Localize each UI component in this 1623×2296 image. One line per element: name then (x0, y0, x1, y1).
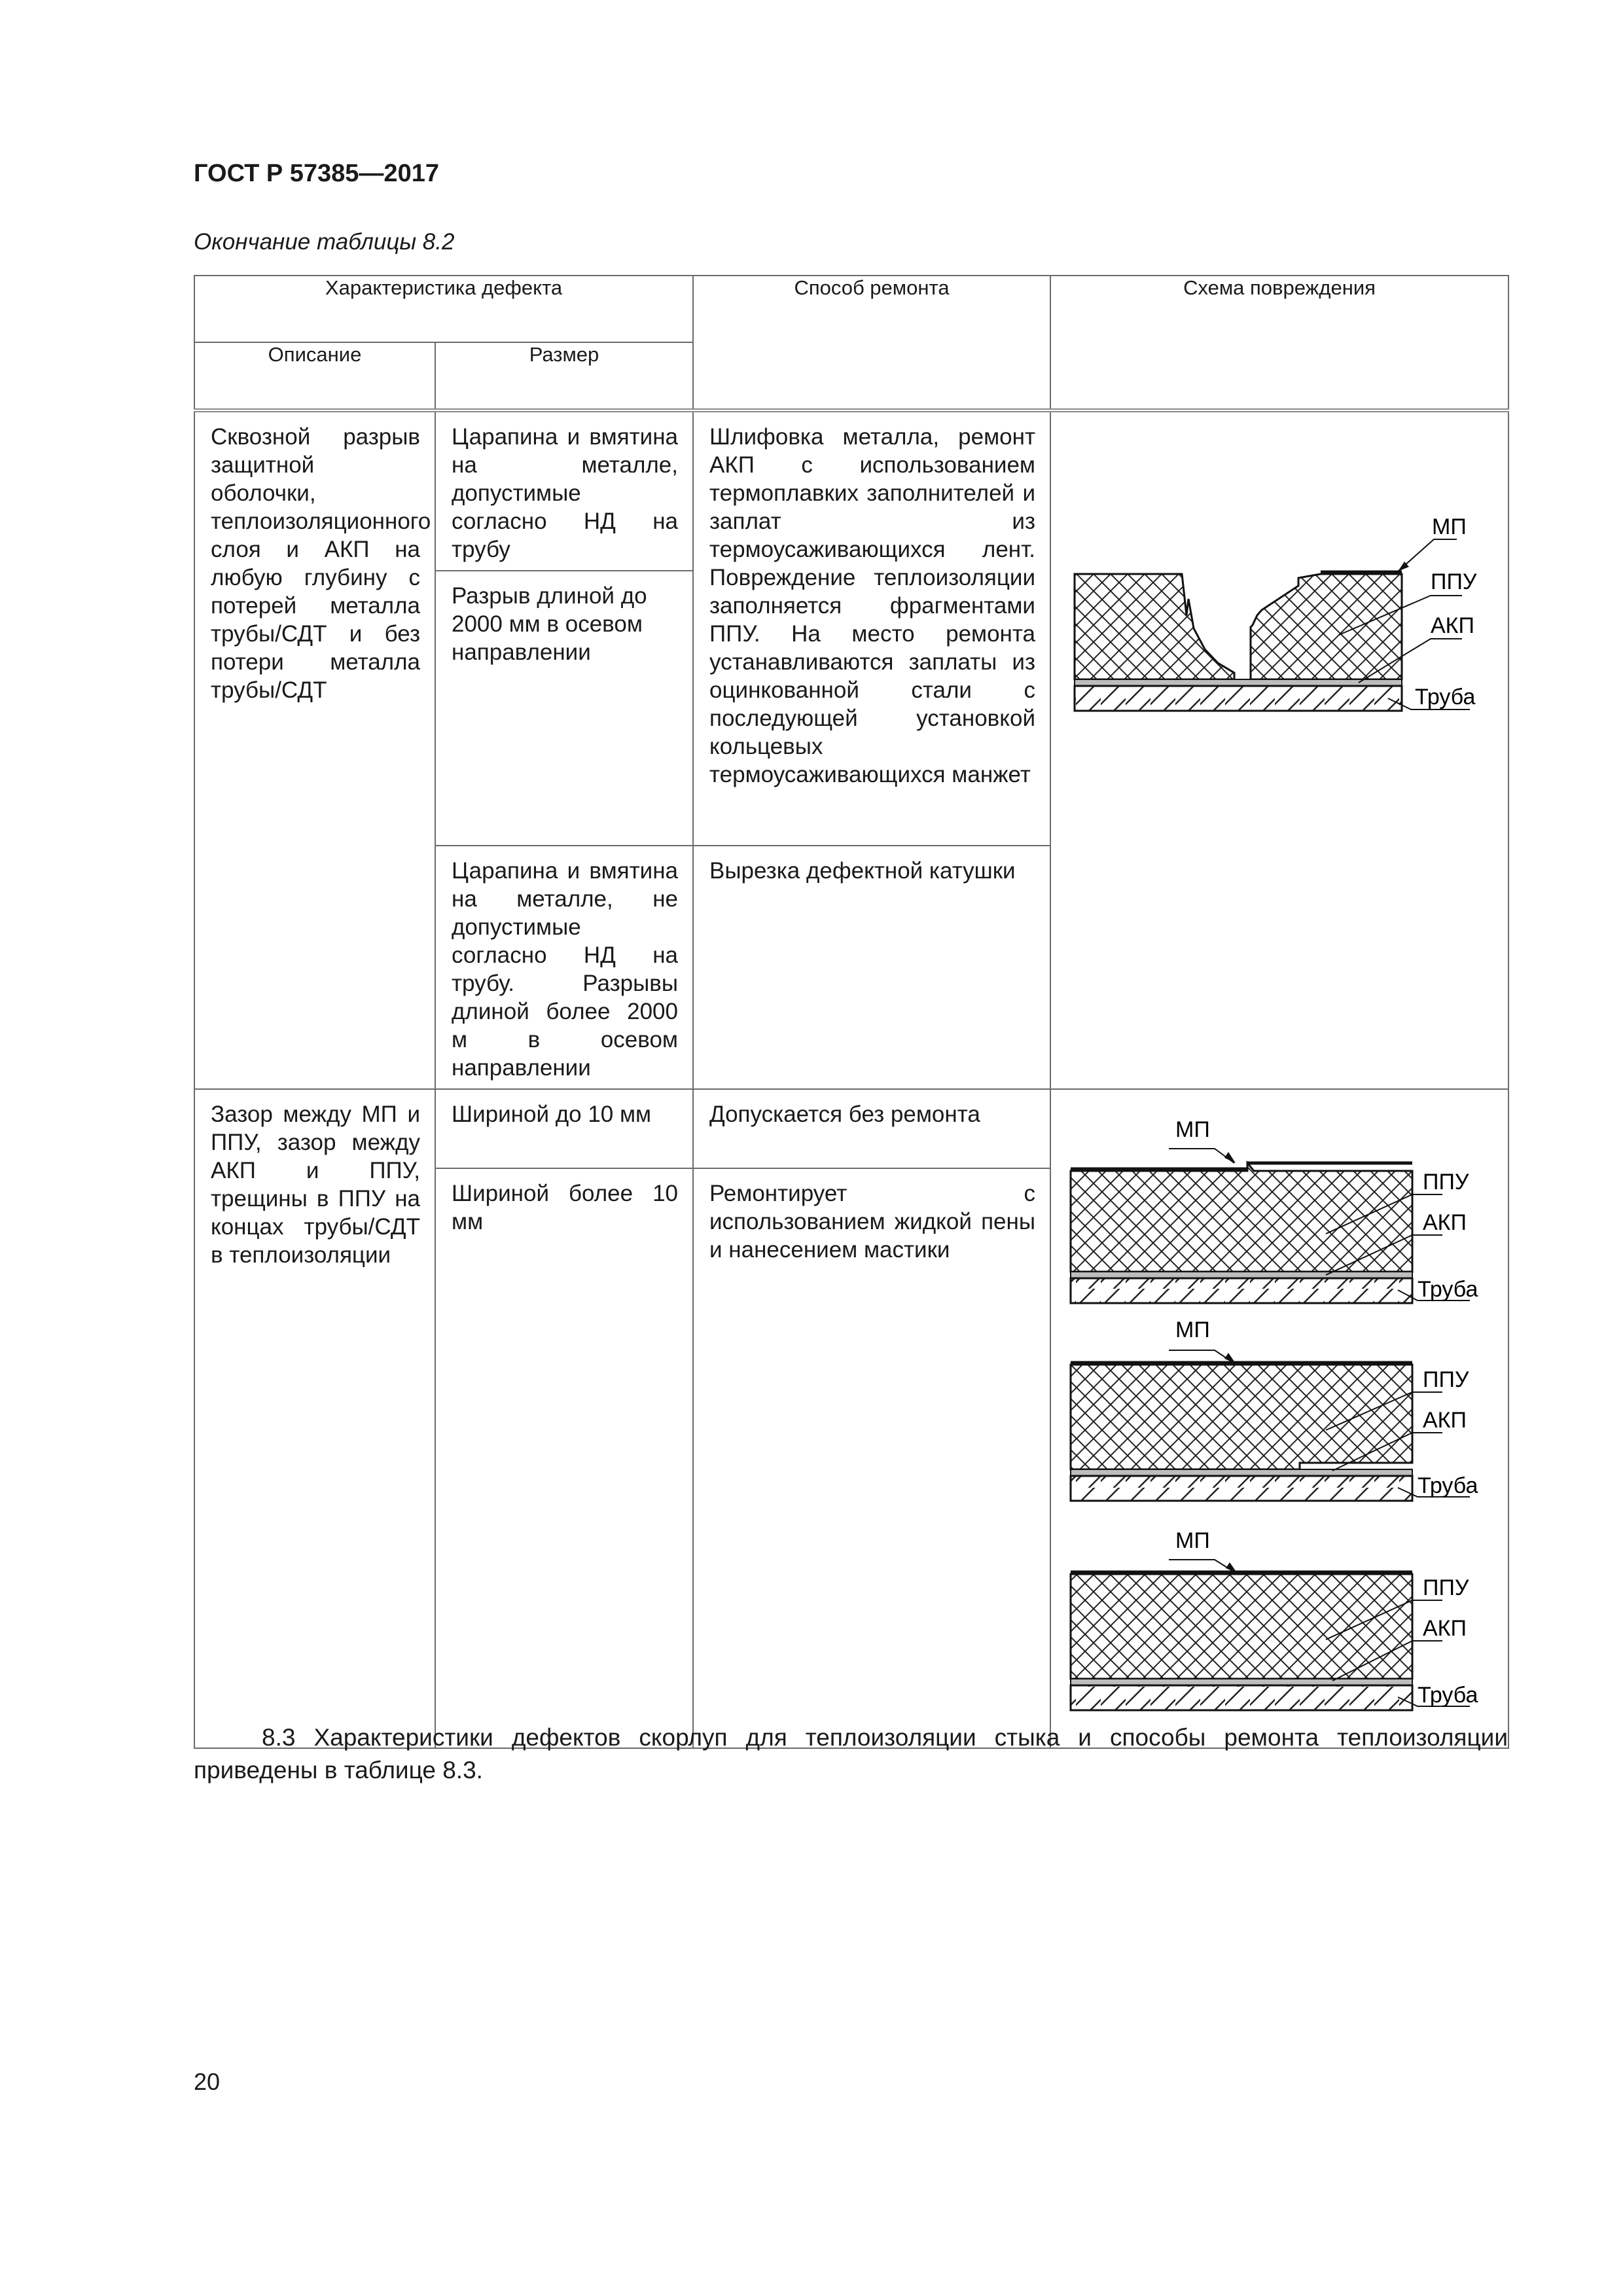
label-akp: АКП (1423, 1408, 1467, 1433)
ppu-layer-ruptured-right (1251, 574, 1402, 679)
header-size: Размер (435, 342, 693, 410)
scheme-crack-ppu (1071, 1528, 1478, 1710)
pipe-wall (1071, 1685, 1412, 1710)
damage-scheme-through-rupture (1051, 412, 1509, 726)
group1-size1: Царапина и вмятина на металле, допустимые согласно НД на трубу (452, 424, 678, 562)
label-ppu: ППУ (1423, 1170, 1469, 1194)
group1-size3-cell (435, 846, 693, 1089)
section-8-3-paragraph: 8.3 Характеристики дефектов скорлуп для теплоизоляции стыка и способы ремонта теплоизоляции приведены в таблице 8.3. (194, 1724, 1508, 1784)
pipe-wall (1075, 686, 1402, 711)
group1-repair3: Вырезка дефектной катушки (709, 858, 1016, 884)
header-repair-method: Способ ремонта (693, 276, 1050, 410)
scheme-gap-mp-ppu (1071, 1117, 1478, 1303)
group2-repair1: Допускается без ремонта (709, 1102, 980, 1127)
pipe-wall (1071, 1278, 1412, 1303)
label-pipe: Труба (1418, 1473, 1478, 1498)
label-akp: АКП (1423, 1210, 1467, 1235)
label-mp: МП (1175, 1117, 1210, 1142)
group1-repair1-cell (693, 410, 1050, 846)
mp-arrow (1224, 1152, 1236, 1163)
label-ppu: ППУ (1423, 1575, 1469, 1600)
group1-size3: Царапина и вмятина на металле, не допустимые согласно НД на трубу. Разрывы длиной более 2000 м в осевом направлении (452, 858, 678, 1081)
label-ppu: ППУ (1431, 569, 1477, 594)
group1-repair1: Шлифовка металла, ремонт АКП с использованием термоплавких заполнителей и заплат из термоусаживающихся лент. Повреждение теплоизоляции заполняется фрагментами ППУ. На место ремонта устанавливаются заплаты из оцинкованной стали с последующей установкой кольцевых термоусаживающихся манжет (709, 424, 1035, 787)
group1-scheme-cell (1050, 410, 1508, 1089)
ppu-layer-ruptured (1075, 574, 1234, 679)
group1-repair3-cell (693, 846, 1050, 1089)
group2-size1: Шириной до 10 мм (452, 1102, 652, 1127)
standard-header: ГОСТ Р 57385—2017 (194, 160, 439, 187)
group1-size1-cell (435, 410, 693, 571)
header-description: Описание (194, 342, 435, 410)
table-caption: Окончание таблицы 8.2 (194, 229, 455, 255)
group1-size2: Разрыв длиной до 2000 мм в осевом направлении (452, 583, 647, 665)
label-ppu: ППУ (1423, 1367, 1469, 1392)
ppu-layer (1071, 1365, 1412, 1469)
ppu-layer (1071, 1574, 1412, 1679)
label-mp: МП (1432, 514, 1467, 539)
page-number: 20 (194, 2068, 221, 2095)
label-pipe: Труба (1418, 1683, 1478, 1708)
scheme-gap-akp-ppu (1071, 1318, 1478, 1501)
group2-size1-cell (435, 1089, 693, 1168)
group2-repair2-cell (693, 1168, 1050, 1748)
defects-table (194, 275, 1509, 1749)
label-pipe: Труба (1415, 685, 1476, 709)
group2-repair1-cell (693, 1089, 1050, 1168)
group1-description: Сквозной разрыв защитной оболочки, теплоизоляционного слоя и АКП на любую глубину с потерей металла трубы/СДТ и без потери металла трубы/СДТ (211, 424, 431, 703)
pipe-wall (1071, 1476, 1412, 1501)
group1-size2-cell (435, 571, 693, 846)
group2-scheme-cell (1050, 1089, 1508, 1748)
group2-description: Зазор между МП и ППУ, зазор между АКП и ППУ, трещины в ППУ на концах трубы/СДТ в теплоизоляции (211, 1102, 420, 1268)
header-damage-scheme: Схема повреждения (1050, 276, 1508, 410)
label-pipe: Труба (1418, 1277, 1478, 1302)
group2-size2: Шириной более 10 мм (452, 1180, 678, 1234)
group2-description-cell (194, 1089, 435, 1748)
group2-repair2: Ремонтирует с использованием жидкой пены и нанесением мастики (709, 1180, 1035, 1263)
group2-size2-cell (435, 1168, 693, 1748)
group1-description-cell (194, 410, 435, 1089)
label-mp: МП (1175, 1528, 1210, 1553)
header-defect-characteristic: Характеристика дефекта (194, 276, 693, 342)
label-mp: МП (1175, 1318, 1210, 1342)
damage-schemes-gaps (1051, 1090, 1509, 1744)
label-akp: АКП (1423, 1616, 1467, 1641)
mp-leader (1169, 1149, 1234, 1163)
label-akp: АКП (1431, 613, 1474, 638)
